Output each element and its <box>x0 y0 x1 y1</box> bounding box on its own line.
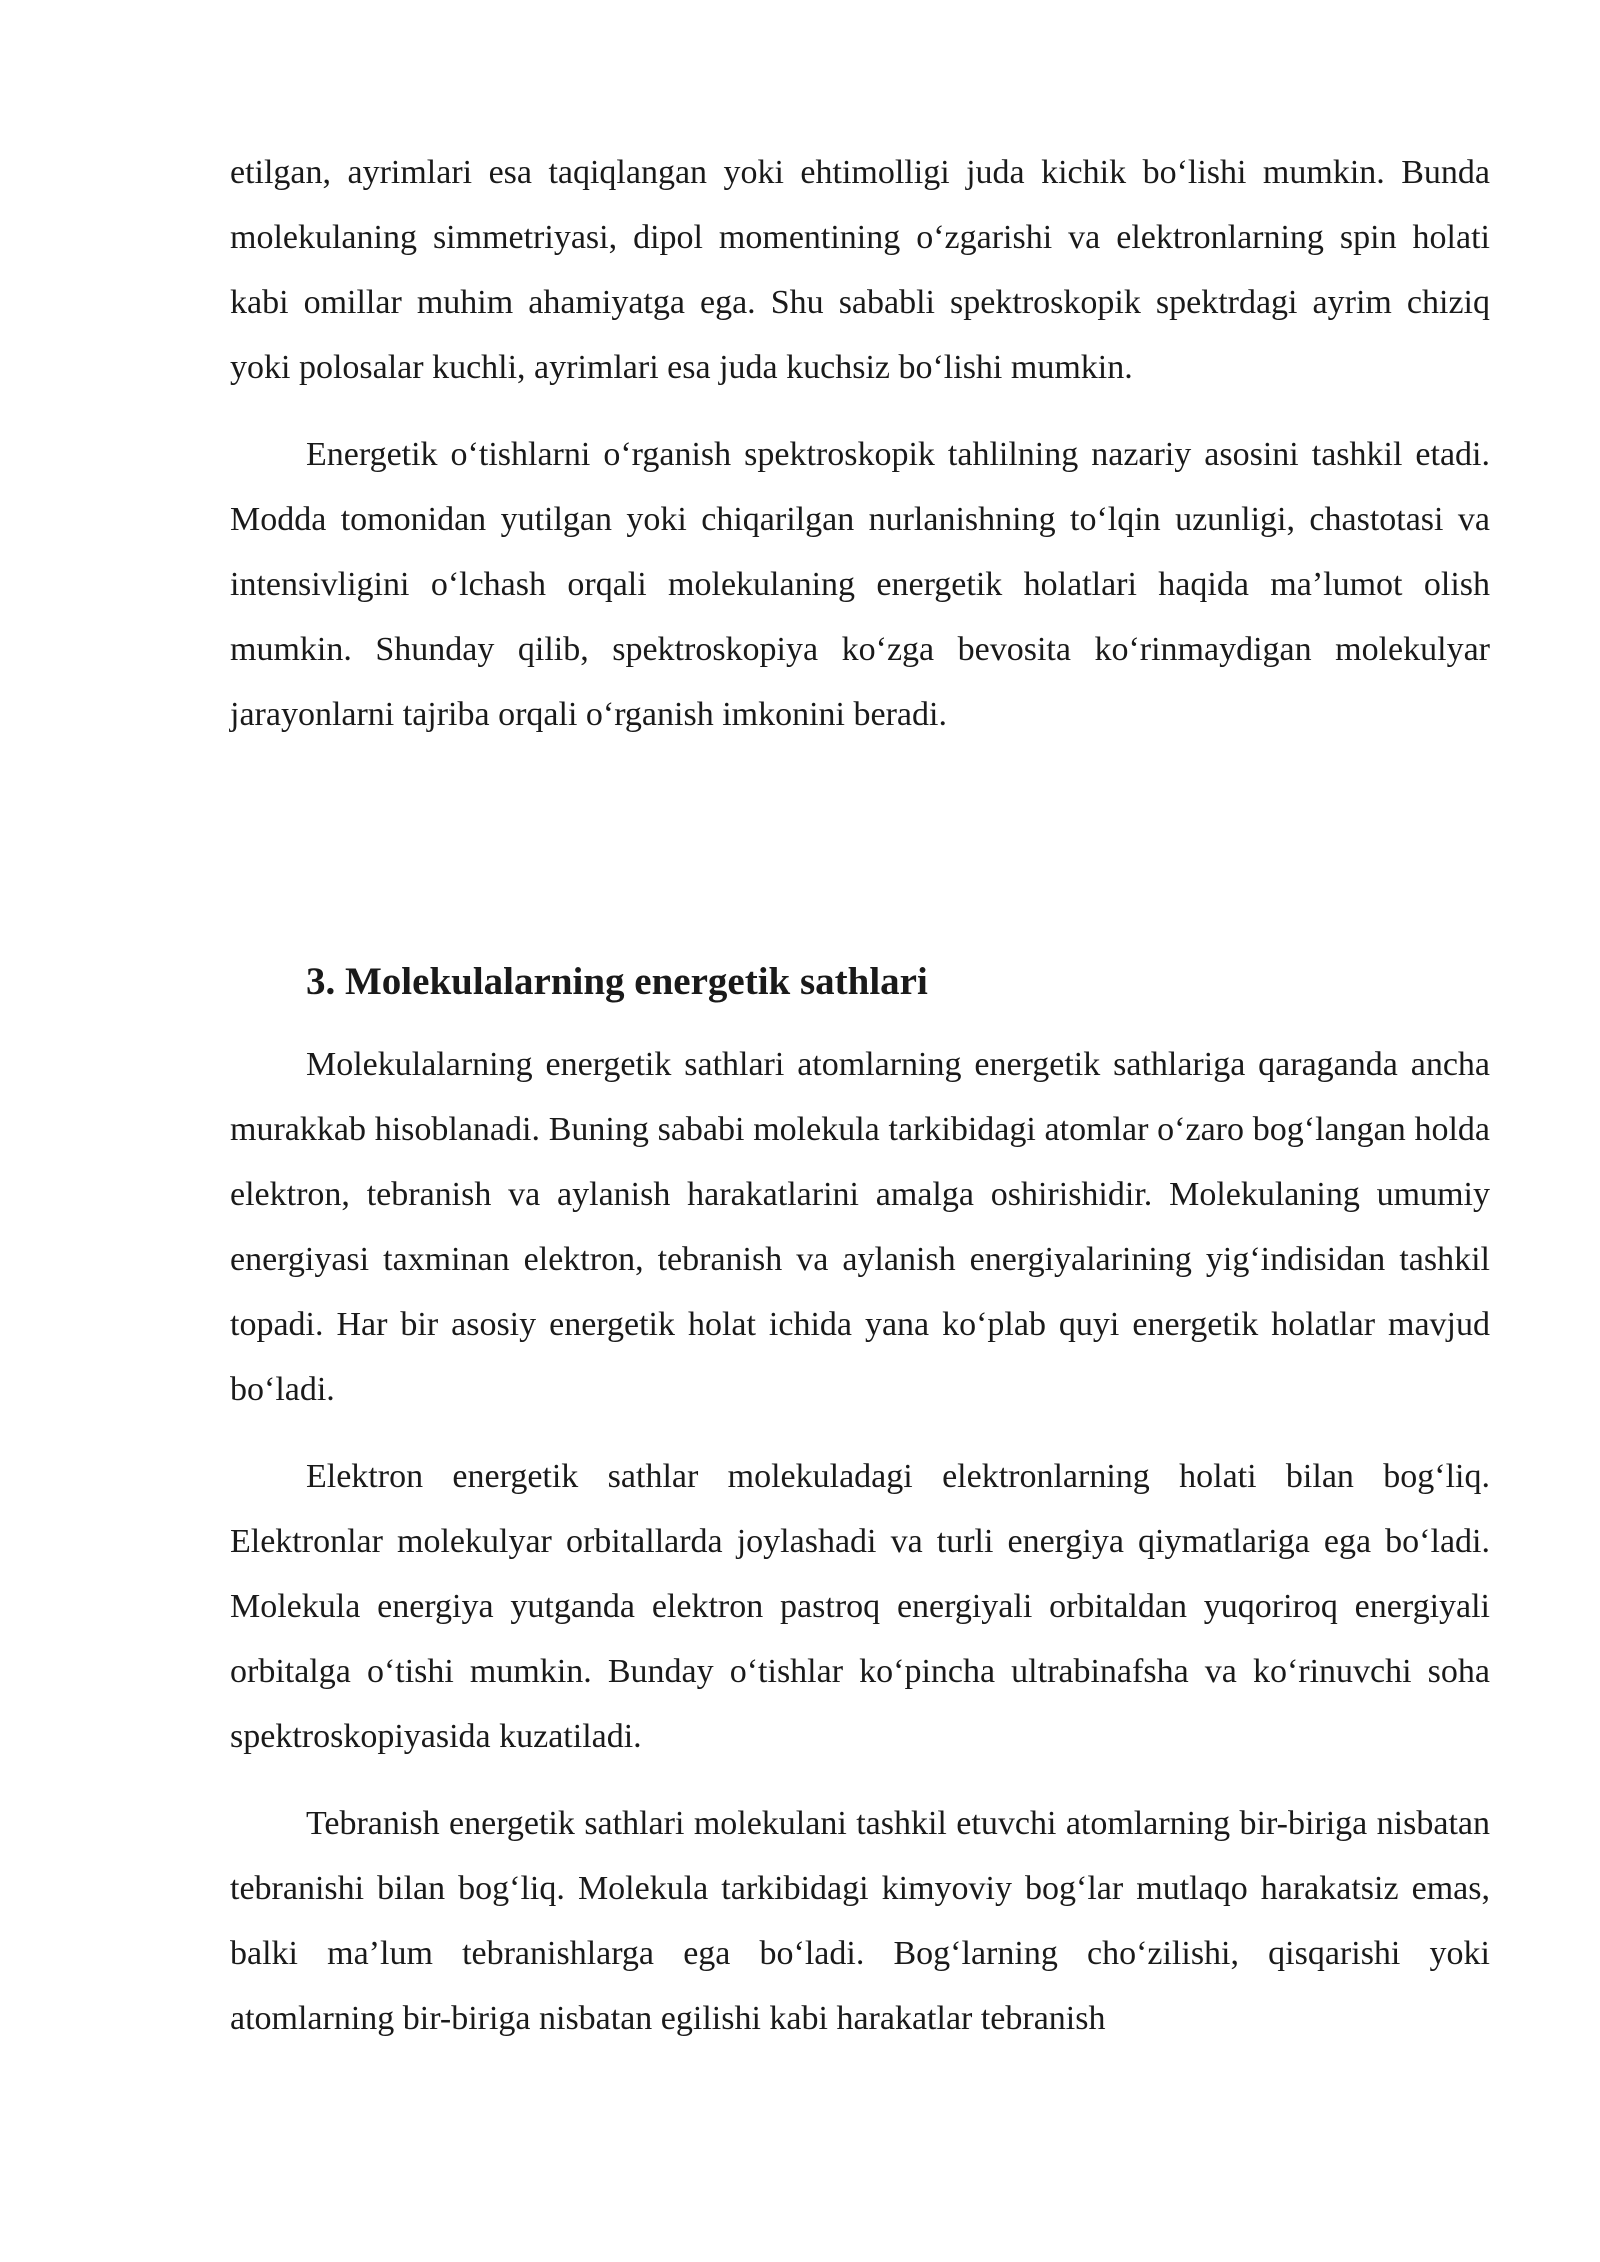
paragraph-molecular-levels: Molekulalarning energetik sathlari atomlarning energetik sathlariga qaraganda ancha murakkab hisoblanadi. Buning sababi molekula tarkibidagi atomlar o‘zaro bog‘langan holda elektron, tebranish va aylanish harakatlarini amalga oshirishidir. Molekulaning umumiy energiyasi taxminan elektron, tebranish va aylanish energiyalarining yig‘indisidan tashkil topadi. Har bir asosiy energetik holat ichida yana ko‘plab quyi energetik holatlar mavjud bo‘ladi. <box>230 1046 1490 1408</box>
document-page <box>230 140 1490 2073</box>
paragraph-continuation: etilgan, ayrimlari esa taqiqlangan yoki ehtimolligi juda kichik bo‘lishi mumkin. Bunda molekulaning simmetriyasi, dipol momentining o‘zgarishi va elektronlarning spin holati kabi omillar muhim ahamiyatga ega. Shu sababli spektroskopik spektrdagi ayrim chiziq yoki polosalar kuchli, ayrimlari esa juda kuchsiz bo‘lishi mumkin. <box>230 154 1490 386</box>
paragraph-energetic-transitions: Energetik o‘tishlarni o‘rganish spektroskopik tahlilning nazariy asosini tashkil etadi. Modda tomonidan yutilgan yoki chiqarilgan nurlanishning to‘lqin uzunligi, chastotasi va intensivligini o‘lchash orqali molekulaning energetik holatlari haqida ma’lumot olish mumkin. Shunday qilib, spektroskopiya ko‘zga bevosita ko‘rinmaydigan molekulyar jarayonlarni tajriba orqali o‘rganish imkonini beradi. <box>230 436 1490 733</box>
section-spacer <box>230 769 1490 949</box>
paragraph-vibrational-levels: Tebranish energetik sathlari molekulani tashkil etuvchi atomlarning bir-biriga nisbatan tebranishi bilan bog‘liq. Molekula tarkibidagi kimyoviy bog‘lar mutlaqo harakatsiz emas, balki ma’lum tebranishlarga ega bo‘ladi. Bog‘larning cho‘zilishi, qisqarishi yoki atomlarning bir-biriga nisbatan egilishi kabi harakatlar tebranish <box>230 1805 1490 2037</box>
section-heading: 3. Molekulalarning energetik sathlari <box>306 960 928 1003</box>
paragraph-electronic-levels: Elektron energetik sathlar molekuladagi elektronlarning holati bilan bog‘liq. Elektronlar molekulyar orbitallarda joylashadi va turli energiya qiymatlariga ega bo‘ladi. Molekula energiya yutganda elektron pastroq energiyali orbitaldan yuqoriroq energiyali orbitalga o‘tishi mumkin. Bunday o‘tishlar ko‘pincha ultrabinafsha va ko‘rinuvchi soha spektroskopiyasida kuzatiladi. <box>230 1458 1490 1755</box>
